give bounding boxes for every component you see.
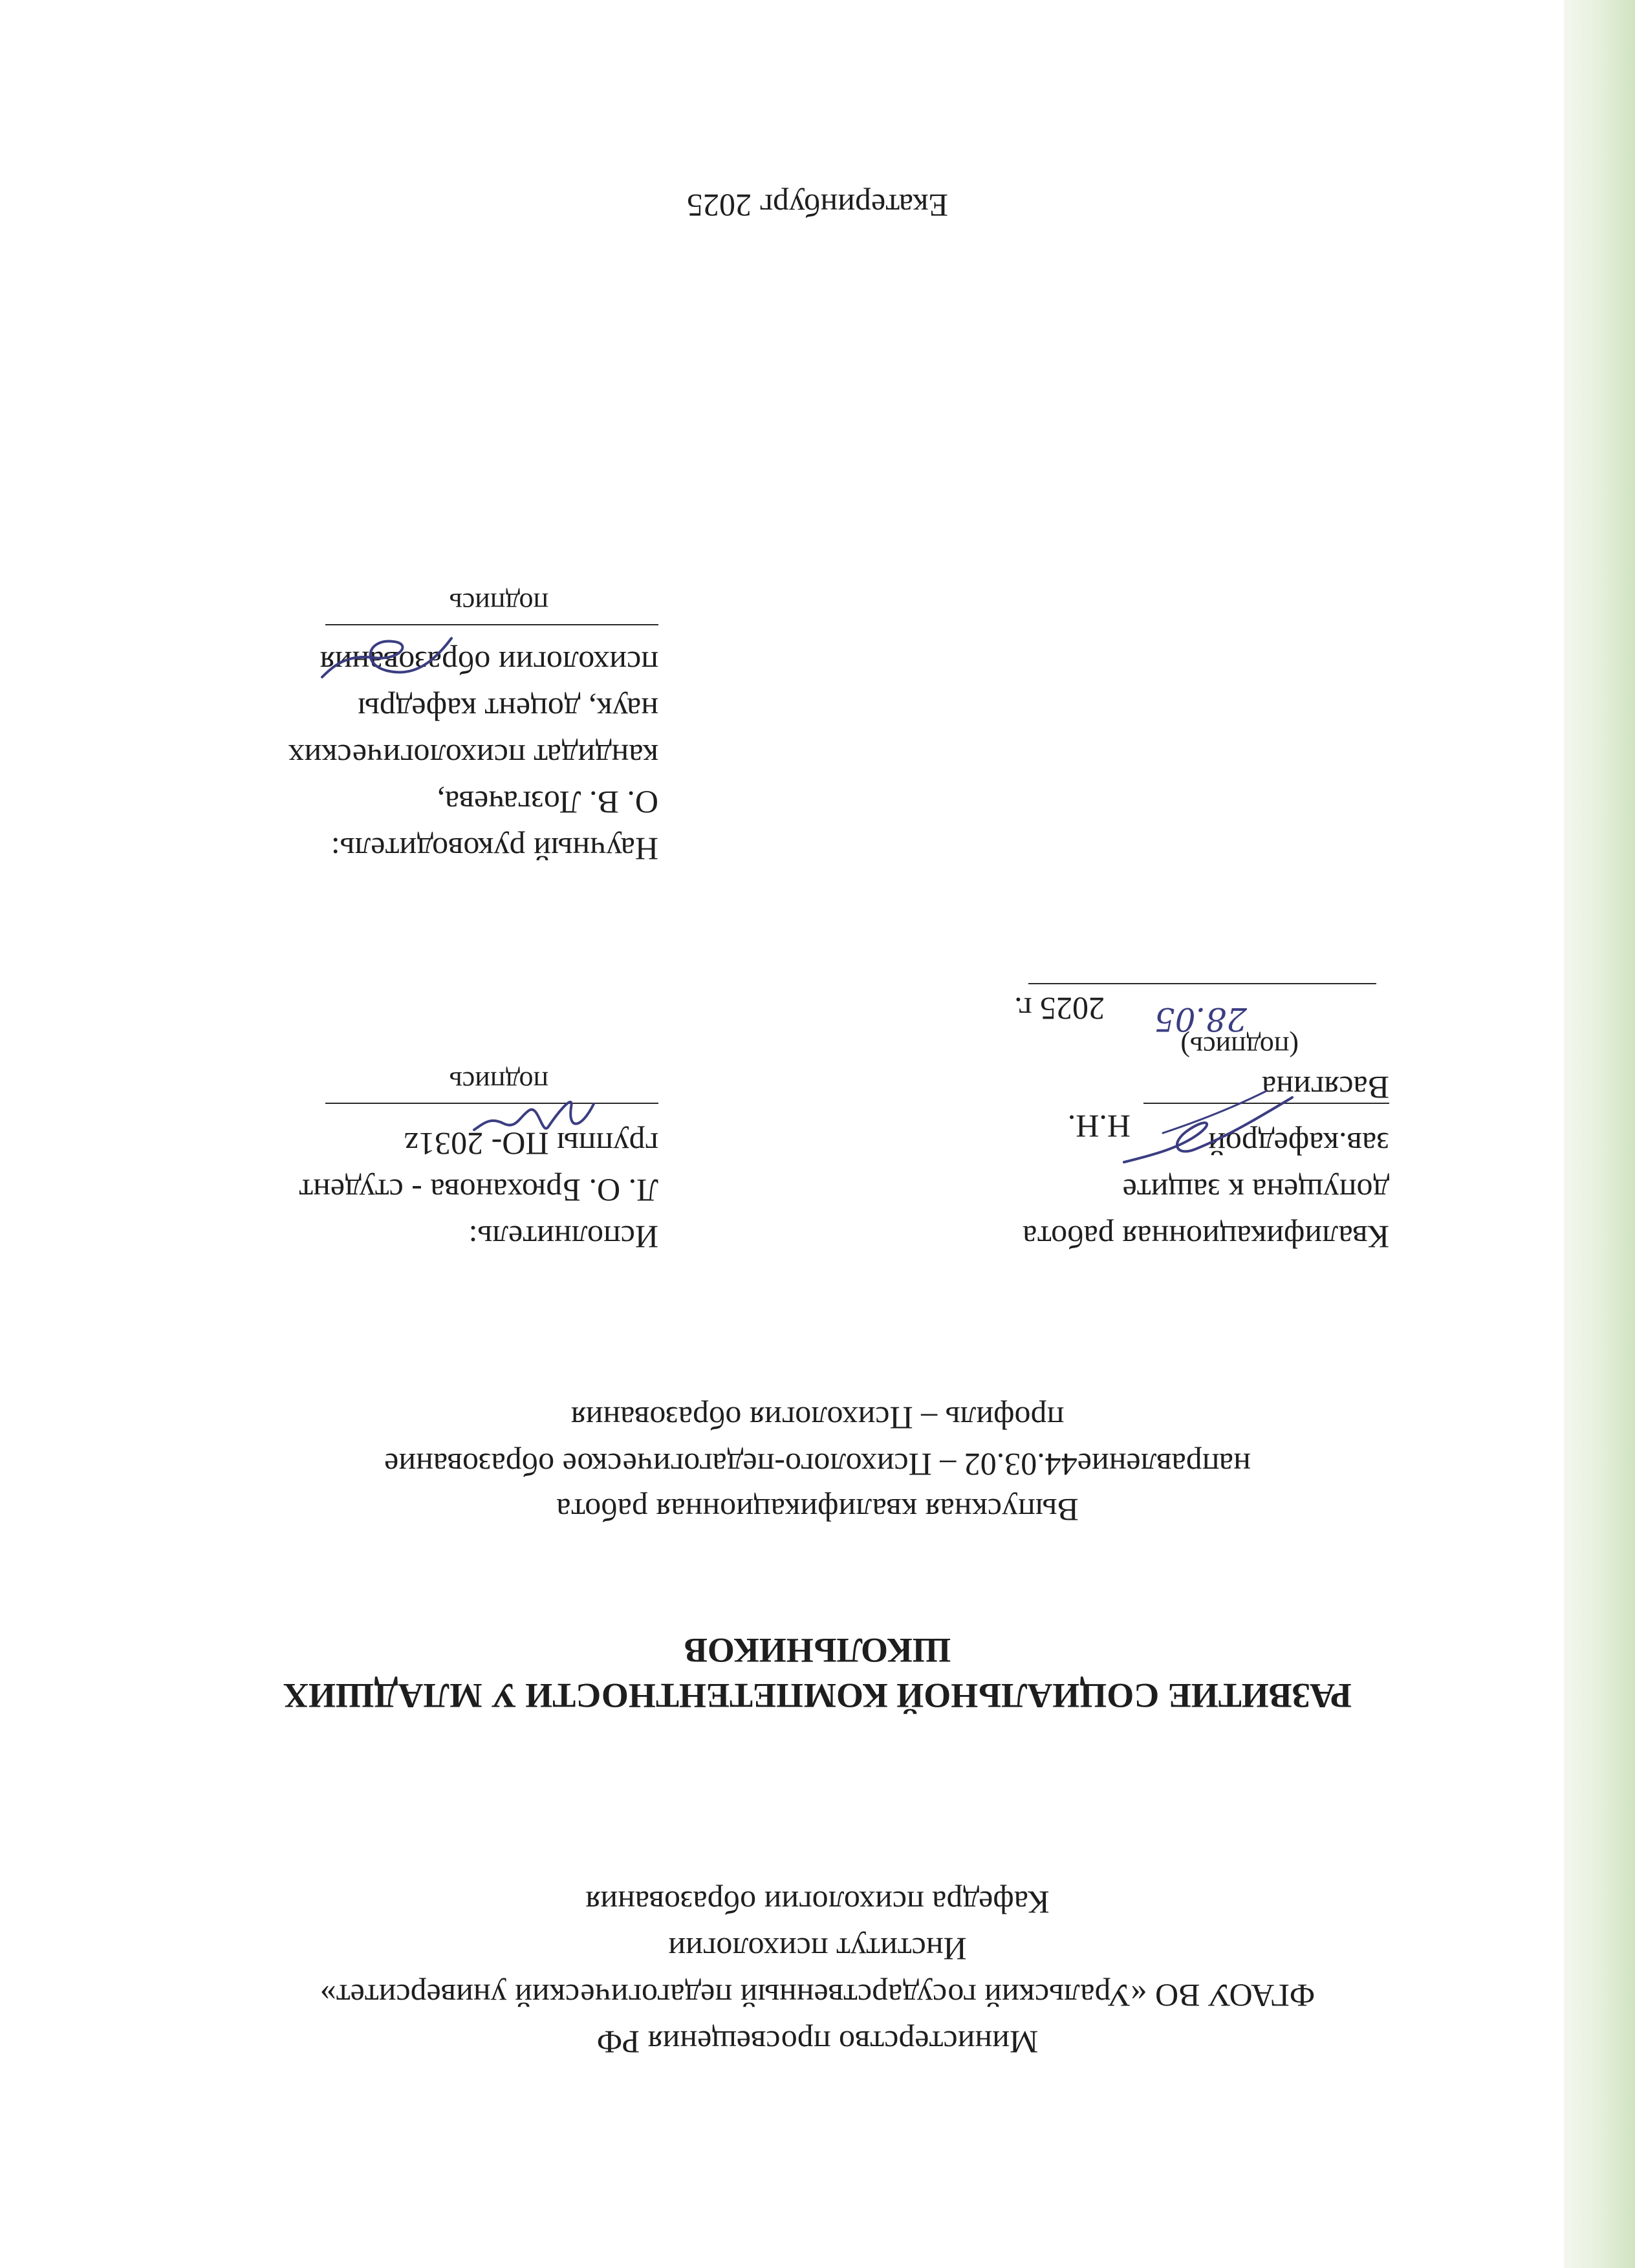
date-line <box>1028 983 1376 984</box>
supervisor-position: наук, доцент кафедры <box>358 691 658 728</box>
supervisor-name: О. В. Лозгачева, <box>437 784 658 821</box>
university-line: ФГАОУ ВО «Уральский государственный педагогический университет» <box>319 1978 1316 2014</box>
profile-line: профиль – Психология образования <box>570 1400 1065 1436</box>
supervisor-department: психологии образования <box>319 645 658 681</box>
executor-group: группы ПО- 2031z <box>404 1126 658 1162</box>
supervisor-degree: кандидат психологических <box>288 738 658 774</box>
head-signature <box>1111 1078 1305 1169</box>
admission-line-3: зав.кафедрой <box>1208 1126 1389 1162</box>
executor-name: Л. О. Брюханова - студент <box>299 1172 658 1209</box>
supervisor-signature-caption: подпись <box>449 587 548 619</box>
supervisor-heading: Научный руководитель: <box>330 831 658 867</box>
admission-heading: Квалификационная работа <box>1023 1219 1389 1255</box>
executor-signature <box>471 1085 600 1143</box>
executor-signature-caption: подпись <box>449 1066 548 1097</box>
handwritten-date: 28.05 <box>1154 1000 1247 1038</box>
admission-year: 2025 г. <box>1014 991 1105 1027</box>
executor-heading: Исполнитель: <box>468 1219 658 1255</box>
head-initials: Н.Н. <box>1067 1108 1131 1145</box>
work-type: Выпускная квалификационная работа <box>556 1492 1079 1528</box>
department-line: Кафедра психологии образования <box>585 1885 1050 1921</box>
direction-line: направление44.03.02 – Психолого-педагогическое образование <box>384 1447 1251 1483</box>
city-year: Екатеринбург 2025 <box>686 188 949 224</box>
admission-line-2: допущена к защите <box>1122 1172 1389 1209</box>
thesis-title: РАЗВИТИЕ СОЦИАЛЬНОЙ КОМПЕТЕНТНОСТИ У МЛАДШИХ <box>283 1676 1352 1715</box>
institute-line: Институт психологии <box>668 1931 967 1967</box>
thesis-title-continued: ШКОЛЬНИКОВ <box>684 1631 951 1670</box>
supervisor-signature <box>316 619 458 690</box>
head-signature-caption: (подпись) <box>1180 1031 1299 1063</box>
head-surname: Васягина <box>1262 1070 1389 1106</box>
ministry-line: Министерство просвещения РФ <box>596 2024 1039 2060</box>
